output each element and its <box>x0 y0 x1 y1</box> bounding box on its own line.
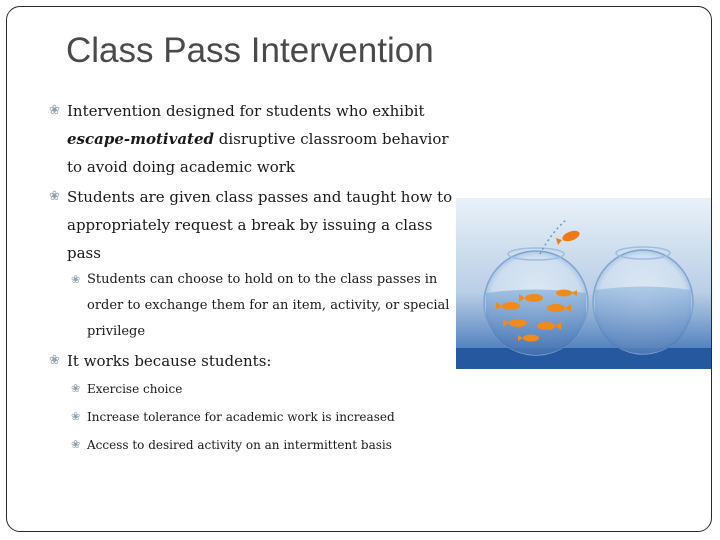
bullet-item <box>47 183 467 267</box>
sub-bullet-item <box>47 403 467 431</box>
sub-bullet-item <box>47 375 467 403</box>
bullet-text-pre: Intervention designed for students who exhibit <box>67 102 425 120</box>
bullet-text: It works because students: <box>67 352 272 370</box>
bullet-text: Access to desired activity on an intermittent basis <box>87 438 392 452</box>
bullet-icon: ❀ <box>71 273 81 286</box>
bullet-icon: ❀ <box>49 353 60 368</box>
bullet-icon: ❀ <box>49 189 60 204</box>
goldfish-jumping-photo <box>456 198 712 369</box>
bullet-text-emphasis: escape-motivated <box>67 130 214 148</box>
bullet-icon: ❀ <box>49 103 60 118</box>
bullet-text: Students can choose to hold on to the class passes in order to exchange them for an item, activity, or special privilege <box>87 272 450 339</box>
slide <box>6 6 712 532</box>
bullet-icon: ❀ <box>71 382 81 395</box>
bullet-list <box>47 97 467 459</box>
bullet-text: Exercise choice <box>87 382 183 396</box>
bullet-text-post: disruptive classroom behavior to avoid doing academic work <box>67 130 449 176</box>
bullet-text: Students are given class passes and taught how to appropriately request a break by issuing a class pass <box>67 188 453 262</box>
bullet-item <box>47 97 467 181</box>
sub-bullet-item <box>47 267 467 345</box>
bullet-icon: ❀ <box>71 410 81 423</box>
bullet-icon: ❀ <box>71 438 81 451</box>
bullet-text: Increase tolerance for academic work is increased <box>87 410 395 424</box>
sub-bullet-item <box>47 431 467 459</box>
slide-title: Class Pass Intervention <box>66 31 434 70</box>
bullet-item <box>47 347 467 375</box>
